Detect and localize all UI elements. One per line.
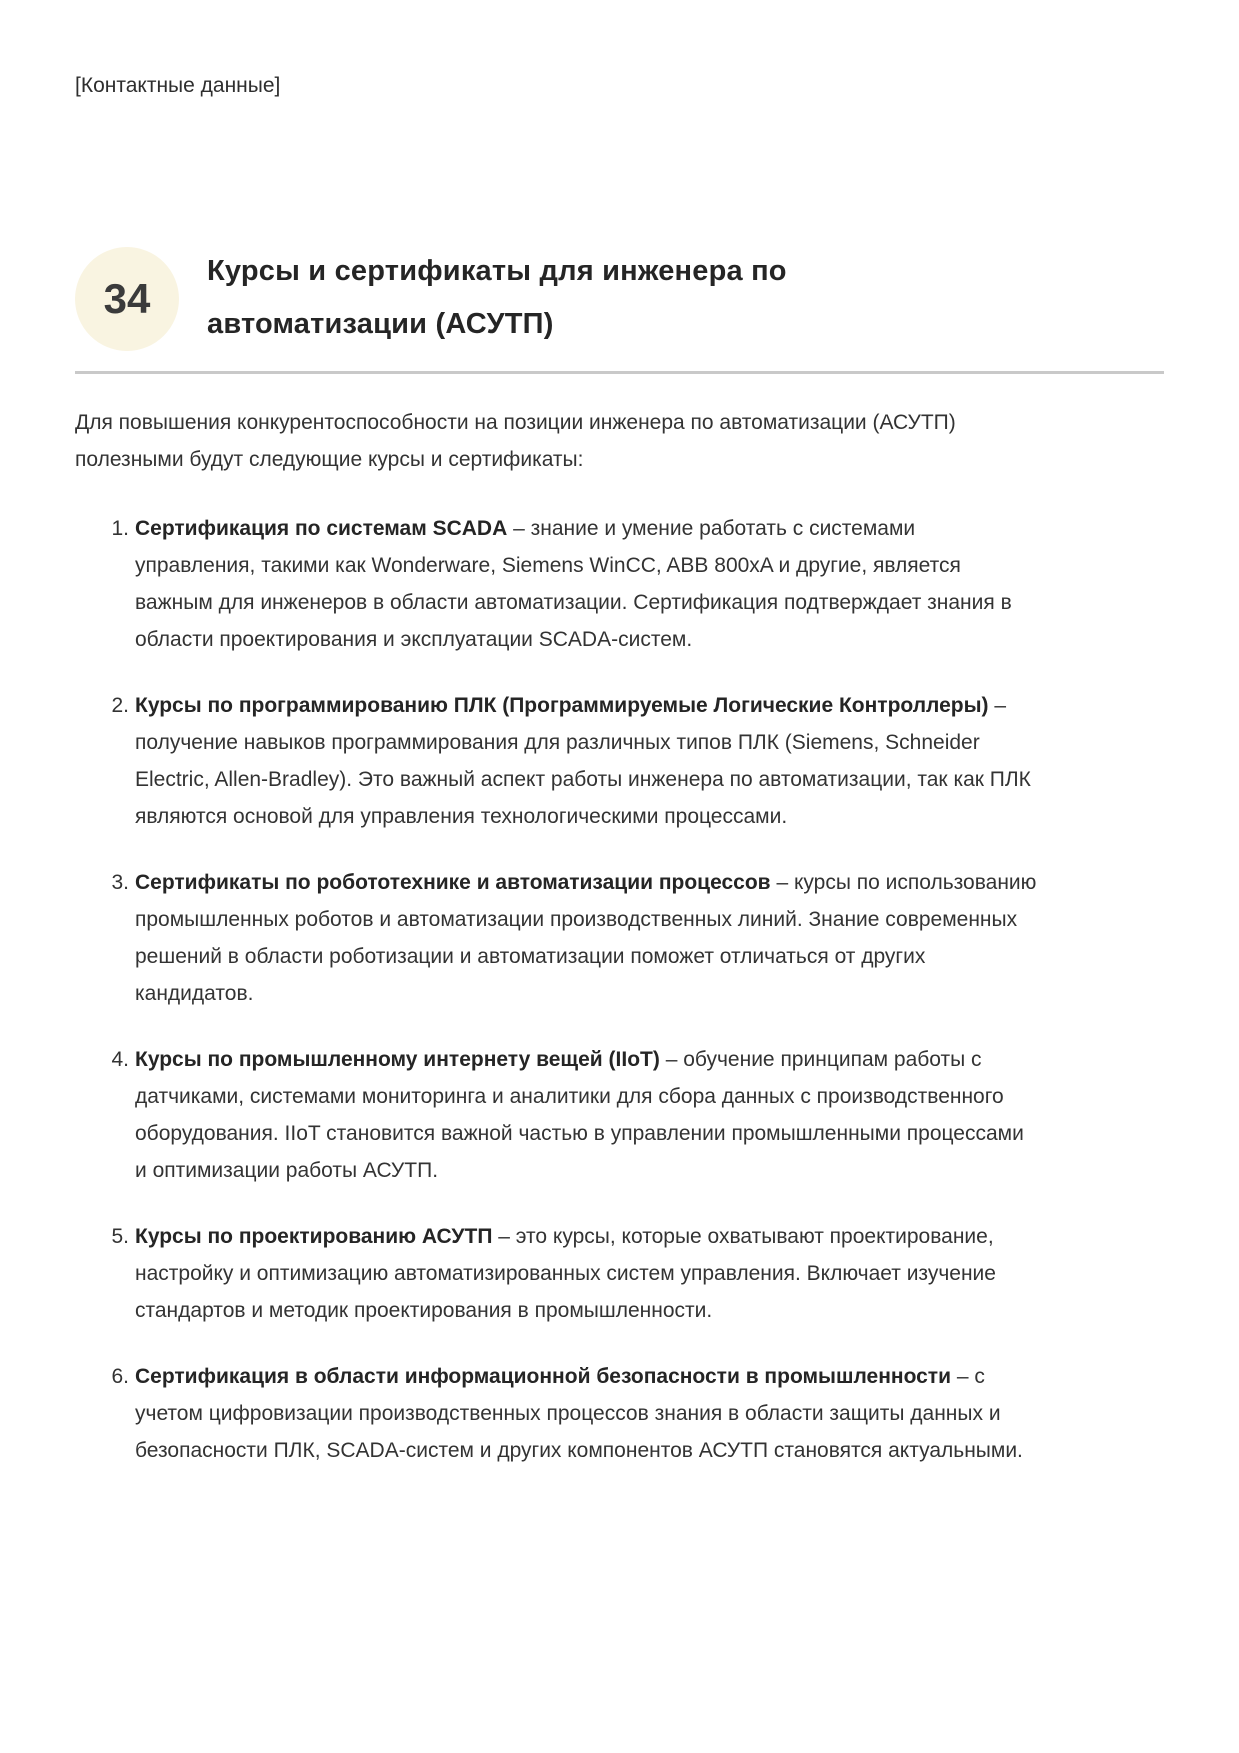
list-item-description: – получение навыков программирования для различных типов ПЛК (Siemens, Schneider Electric, Allen-Bradley). Это важный аспект работы инженера по автоматизации, так как ПЛК являются основой для управления технологическими процессами. [135,694,1031,829]
list-item [105,1041,1040,1189]
contact-placeholder: [Контактные данные] [75,74,281,97]
list-item-term: Курсы по программированию ПЛК (Программируемые Логические Контроллеры) [135,694,989,718]
list-item-term: Курсы по промышленному интернету вещей (IIoT) [135,1048,660,1072]
list-item-number: 3. [111,871,129,895]
list-item-number: 4. [111,1048,129,1072]
title-divider [75,371,1164,374]
section-header [75,245,1164,351]
course-list [75,510,1040,1469]
list-item-description: – с учетом цифровизации производственных процессов знания в области защиты данных и безопасности ПЛК, SCADA-систем и других компонентов АСУТП становятся актуальными. [135,1365,1023,1463]
list-item-description: – это курсы, которые охватывают проектирование, настройку и оптимизацию автоматизированных систем управления. Включает изучение стандартов и методик проектирования в промышленности. [135,1225,996,1323]
list-item-term: Сертификация по системам SCADA [135,517,508,541]
list-item-term: Сертификаты по робототехнике и автоматизации процессов [135,871,771,895]
list-item-number: 6. [111,1365,129,1389]
list-item-number: 1. [111,517,129,541]
list-item-number: 2. [111,694,129,718]
list-item [105,1358,1040,1469]
section-number-badge [75,247,179,351]
intro-paragraph: Для повышения конкурентоспособности на позиции инженера по автоматизации (АСУТП) полезными будут следующие курсы и сертификаты: [75,411,956,472]
list-item-term: Сертификация в области информационной безопасности в промышленности [135,1365,952,1389]
section-number: 34 [103,275,151,323]
list-item-term: Курсы по проектированию АСУТП [135,1225,493,1249]
list-item [105,864,1040,1012]
list-item-number: 5. [111,1225,129,1249]
list-item-description: – обучение принципам работы с датчиками, системами мониторинга и аналитики для сбора данных с производственного оборудования. IIoT становится важной частью в управлении промышленными процессами и оптимизации работы АСУТП. [135,1048,1024,1183]
page-title: Курсы и сертификаты для инженера по автоматизации (АСУТП) [207,255,787,341]
list-item [105,510,1040,658]
list-item-description: – курсы по использованию промышленных роботов и автоматизации производственных линий. Знание современных решений в области роботизации и автоматизации поможет отличаться от других кандидатов. [135,871,1037,1006]
list-item [105,687,1040,835]
list-item-description: – знание и умение работать с системами управления, такими как Wonderware, Siemens WinCC, ABB 800xA и другие, является важным для инженеров в области автоматизации. Сертификация подтверждает знания в области проектирования и эксплуатации SCADA-систем. [135,517,1012,652]
list-item [105,1218,1040,1329]
